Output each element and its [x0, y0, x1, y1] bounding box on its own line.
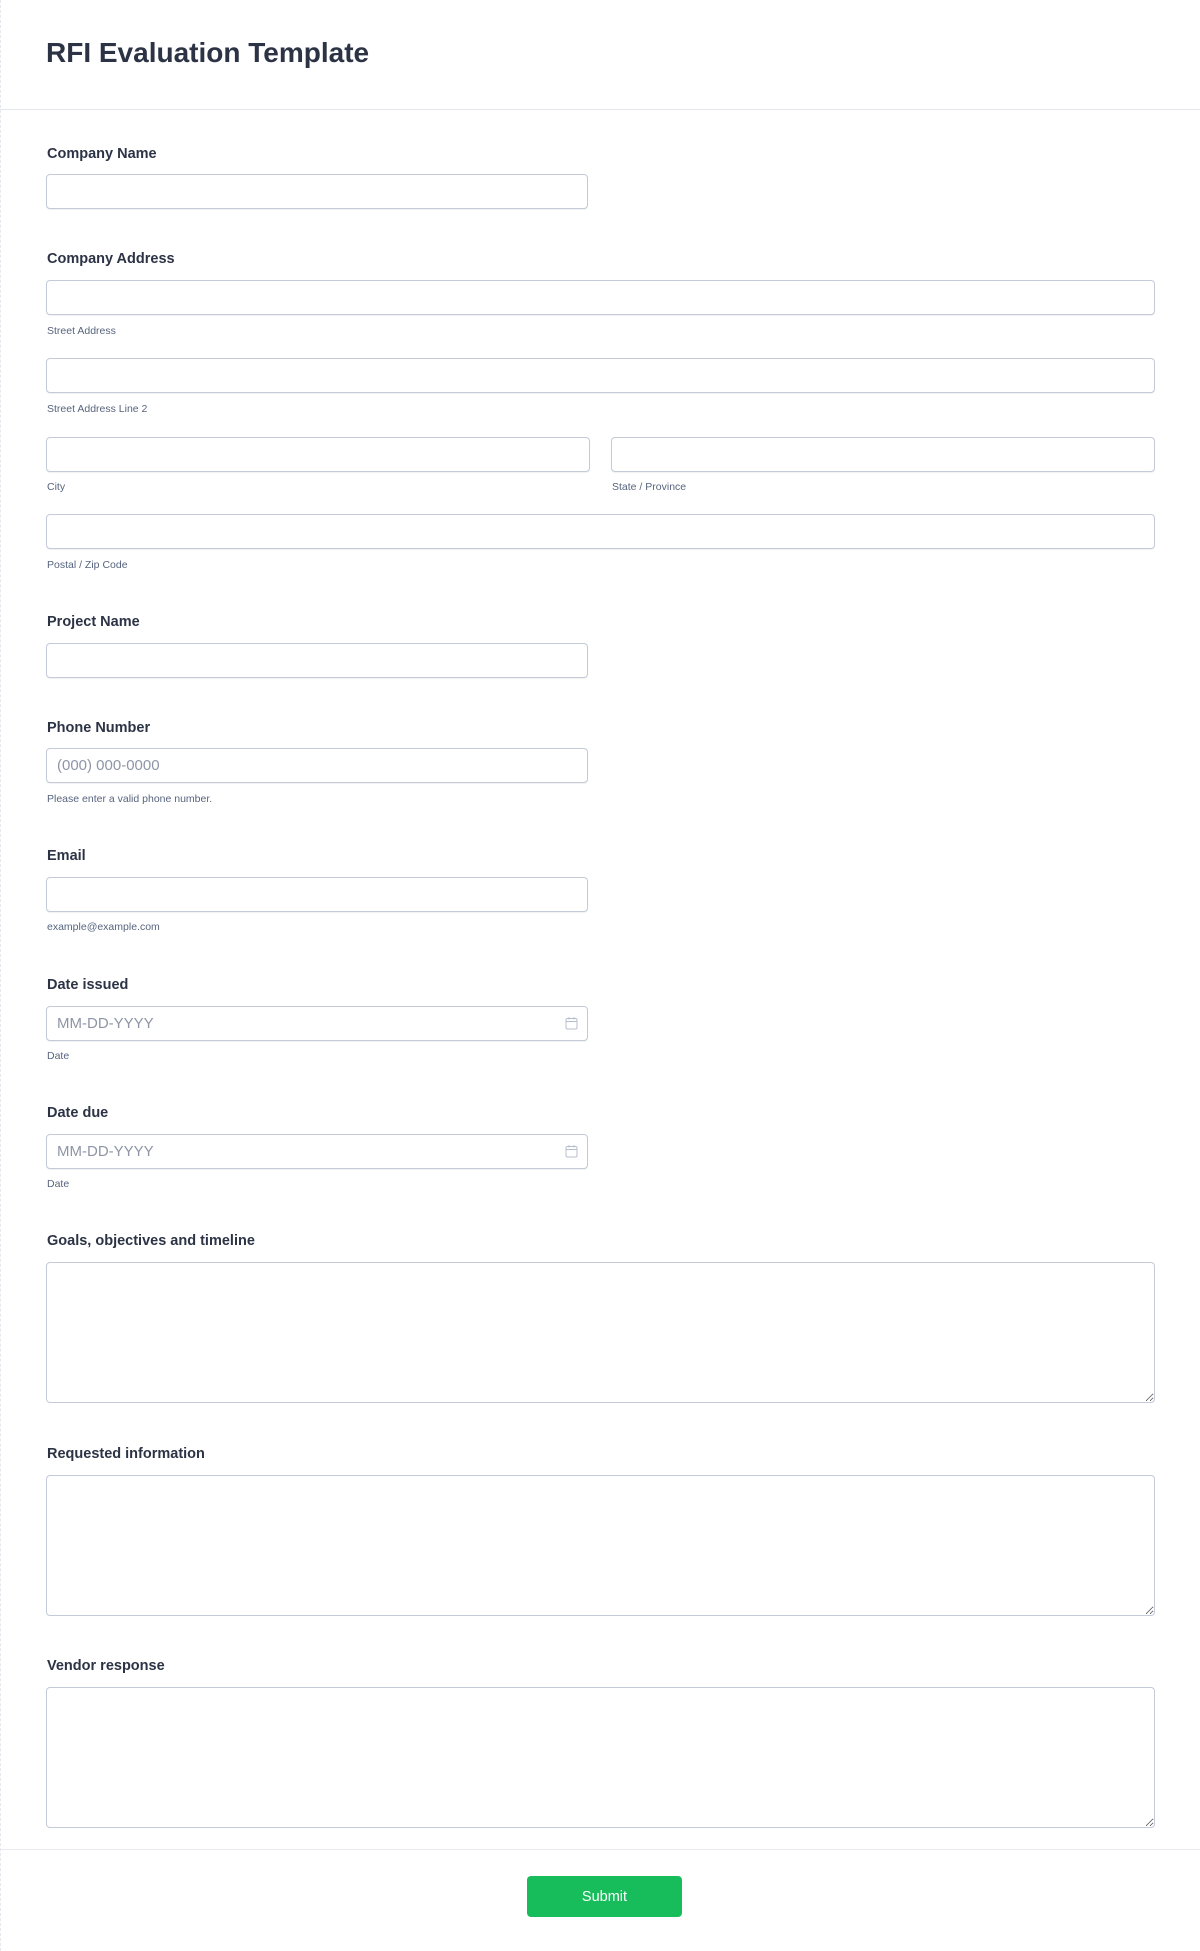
- date-due-input[interactable]: [47, 1135, 587, 1168]
- date-issued-sublabel: Date: [47, 1050, 70, 1062]
- email-sublabel: example@example.com: [47, 921, 160, 933]
- vendor-response-label: Vendor response: [47, 1658, 165, 1674]
- project-name-field[interactable]: [46, 643, 588, 678]
- state-field[interactable]: [611, 437, 1155, 472]
- company-name-field[interactable]: [46, 174, 588, 209]
- form-header: [0, 0, 1200, 110]
- company-address-label: Company Address: [47, 251, 175, 267]
- street-address-field[interactable]: [46, 280, 1155, 315]
- street-address-2-input[interactable]: [47, 359, 1154, 392]
- submit-button[interactable]: Submit: [527, 1876, 682, 1917]
- postal-input[interactable]: [47, 515, 1154, 548]
- city-input[interactable]: [47, 438, 589, 471]
- street-address-sublabel: Street Address: [47, 325, 116, 337]
- requested-info-label: Requested information: [47, 1446, 205, 1462]
- city-field[interactable]: [46, 437, 590, 472]
- phone-field[interactable]: [46, 748, 588, 783]
- project-name-input[interactable]: [47, 644, 587, 677]
- postal-sublabel: Postal / Zip Code: [47, 559, 128, 571]
- date-issued-label: Date issued: [47, 977, 129, 993]
- calendar-icon[interactable]: [565, 1144, 578, 1158]
- street-address-input[interactable]: [47, 281, 1154, 314]
- date-due-sublabel: Date: [47, 1178, 70, 1190]
- company-name-label: Company Name: [47, 146, 157, 162]
- date-due-label: Date due: [47, 1105, 109, 1121]
- requested-info-textarea[interactable]: [46, 1475, 1155, 1616]
- goals-textarea[interactable]: [46, 1262, 1155, 1403]
- vendor-response-textarea[interactable]: [46, 1687, 1155, 1828]
- date-due-field[interactable]: [46, 1134, 588, 1169]
- city-sublabel: City: [47, 481, 66, 493]
- date-issued-field[interactable]: [46, 1006, 588, 1041]
- state-sublabel: State / Province: [612, 481, 687, 493]
- form-footer-divider: [0, 1849, 1200, 1850]
- state-input[interactable]: [612, 438, 1154, 471]
- street-address-2-field[interactable]: [46, 358, 1155, 393]
- project-name-label: Project Name: [47, 614, 140, 630]
- phone-label: Phone Number: [47, 720, 151, 736]
- company-name-input[interactable]: [47, 175, 587, 208]
- email-field[interactable]: [46, 877, 588, 912]
- email-input[interactable]: [47, 878, 587, 911]
- calendar-icon[interactable]: [565, 1016, 578, 1030]
- street-address-2-sublabel: Street Address Line 2: [47, 403, 148, 415]
- page-title: RFI Evaluation Template: [46, 37, 370, 68]
- phone-sublabel: Please enter a valid phone number.: [47, 793, 213, 805]
- date-issued-input[interactable]: [47, 1007, 587, 1040]
- goals-label: Goals, objectives and timeline: [47, 1233, 255, 1249]
- phone-input[interactable]: [47, 749, 587, 782]
- email-label: Email: [47, 848, 86, 864]
- postal-field[interactable]: [46, 514, 1155, 549]
